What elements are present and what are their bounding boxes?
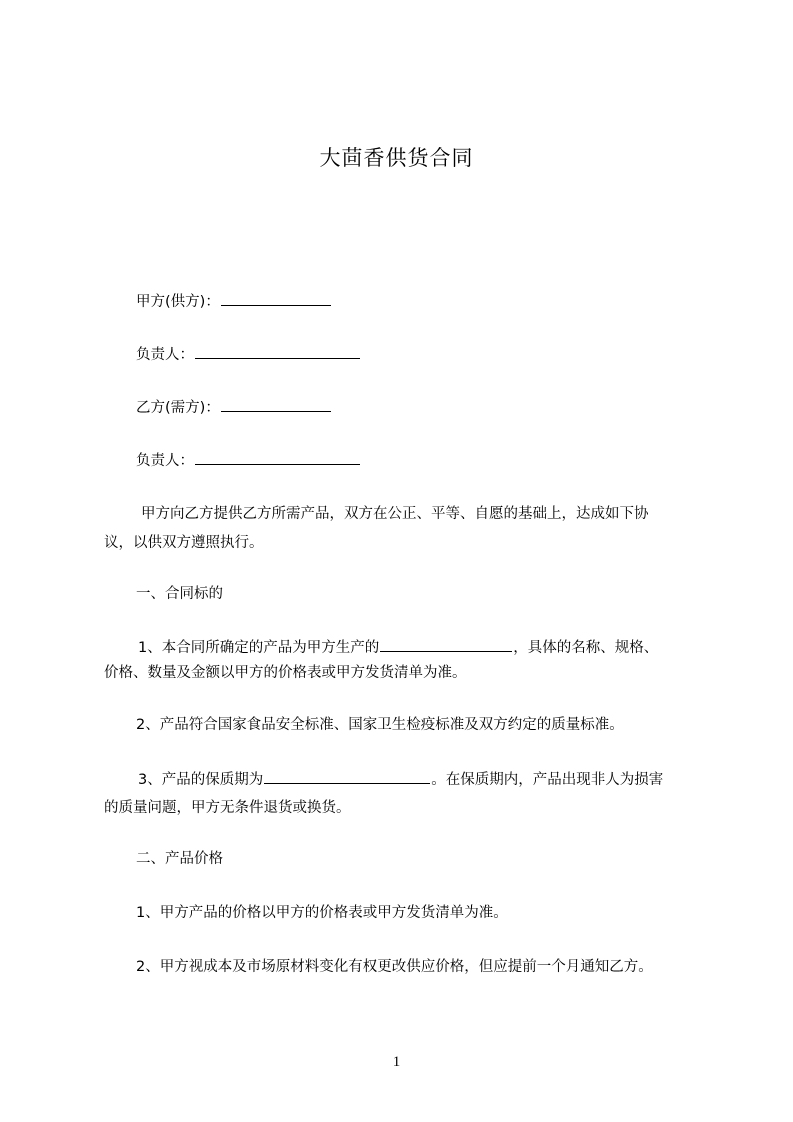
section-1-item-1-prefix: 1、本合同所确定的产品为甲方生产的: [138, 640, 380, 656]
contract-title: 大茴香供货合同: [319, 146, 474, 170]
party-a-blank[interactable]: [221, 291, 331, 306]
section-1-item-3-line-2: 的质量问题，甲方无条件退货或换货。: [104, 800, 351, 816]
page-number: 1: [392, 1054, 401, 1070]
party-b-responsible-line: [104, 447, 732, 476]
section-1-item-2: 2、产品符合国家食品安全标准、国家卫生检疫标准及双方约定的质量标准。: [136, 717, 624, 733]
shelf-life-blank[interactable]: [264, 769, 430, 784]
party-b-line: [104, 394, 732, 423]
section-1-heading: 一、合同标的: [136, 586, 223, 602]
party-b-label: 乙方(需方)：: [136, 400, 220, 416]
party-b-blank[interactable]: [221, 397, 331, 412]
intro-line-1: 甲方向乙方提供乙方所需产品，双方在公正、平等、自愿的基础上，达成如下协: [141, 506, 649, 522]
section-2-item-2: 2、甲方视成本及市场原材料变化有权更改供应价格，但应提前一个月通知乙方。: [136, 959, 653, 975]
product-name-blank[interactable]: [380, 637, 512, 652]
section-1-item-1-line-2: 价格、数量及金额以甲方的价格表或甲方发货清单为准。: [104, 665, 467, 681]
section-1-item-3-suffix: 。在保质期内，产品出现非人为损害: [431, 772, 664, 788]
section-1-item-1-suffix: ，具体的名称、规格、: [513, 640, 659, 656]
party-a-responsible-line: [104, 341, 732, 370]
party-a-line: [104, 288, 732, 317]
party-a-label: 甲方(供方)：: [136, 294, 220, 310]
intro-line-2: 议，以供双方遵照执行。: [104, 535, 264, 551]
party-b-responsible-blank[interactable]: [195, 450, 360, 465]
section-2-heading: 二、产品价格: [136, 851, 223, 867]
party-a-responsible-label: 负责人：: [136, 347, 194, 363]
section-1-item-3-prefix: 3、产品的保质期为: [138, 772, 264, 788]
party-a-responsible-blank[interactable]: [195, 344, 360, 359]
section-1-item-3-line-1: [104, 766, 734, 795]
section-2-item-1: 1、甲方产品的价格以甲方的价格表或甲方发货清单为准。: [136, 905, 508, 921]
party-b-responsible-label: 负责人：: [136, 453, 194, 469]
